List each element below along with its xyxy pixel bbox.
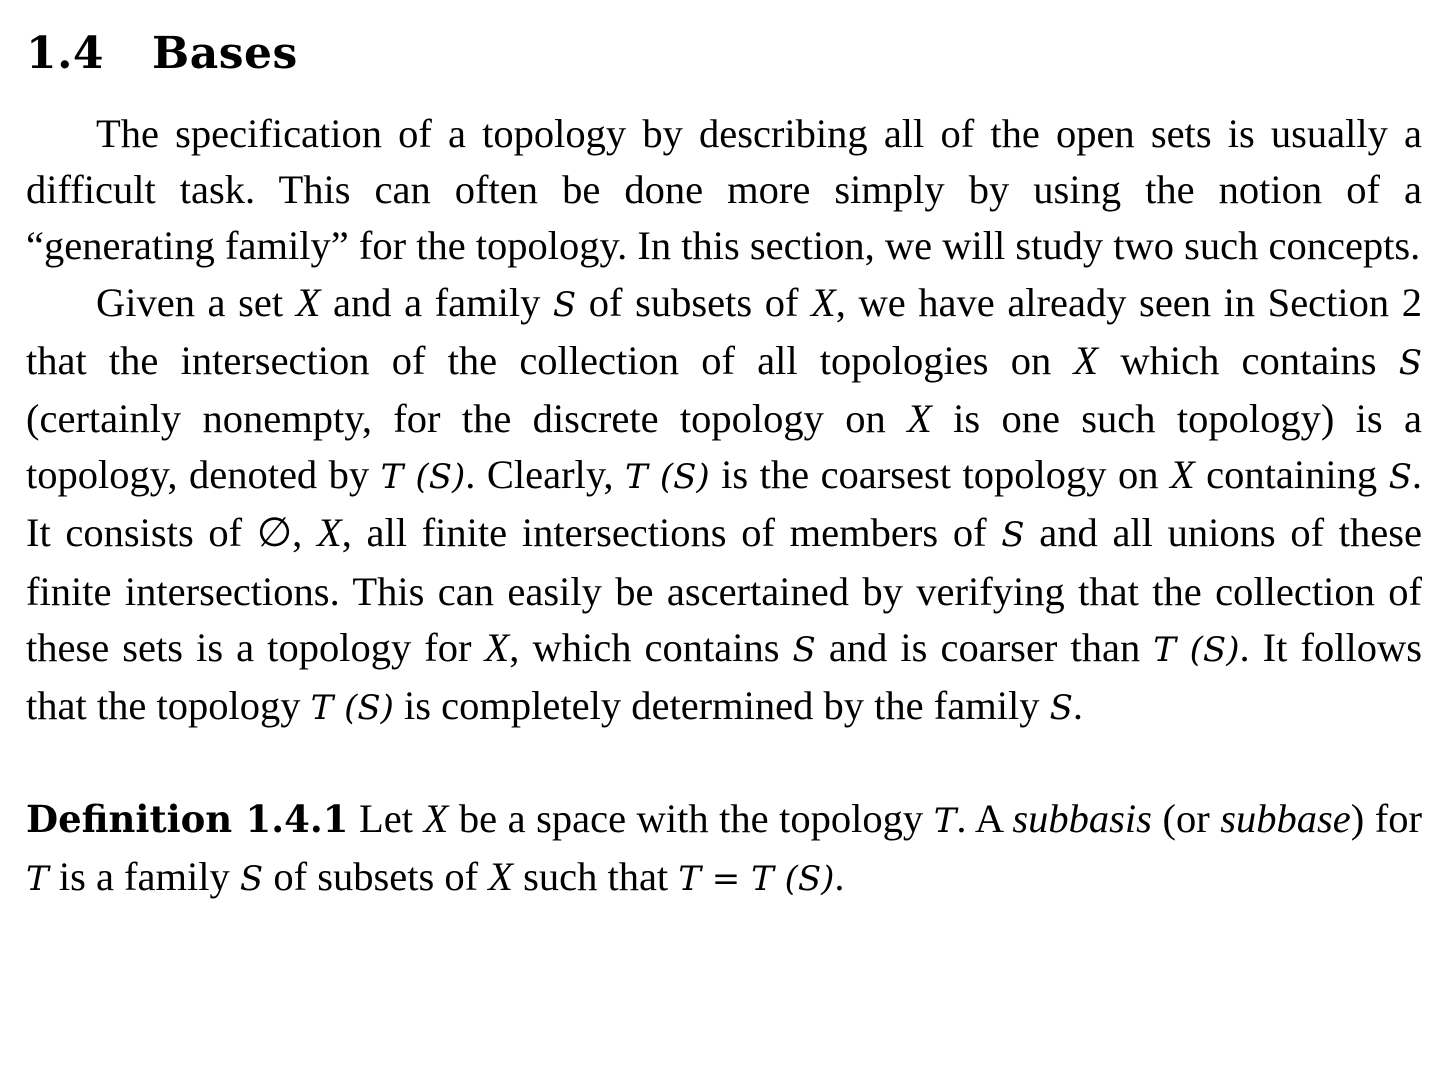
text-run: (or: [1151, 796, 1221, 842]
defined-term: subbasis: [1012, 796, 1152, 842]
text-run: .: [834, 854, 845, 900]
math-symbol: X: [811, 279, 836, 325]
math-symbol: X: [1169, 452, 1195, 498]
math-symbol: S: [552, 284, 577, 325]
defined-term: subbase: [1220, 796, 1351, 842]
text-run: and a family: [320, 279, 553, 325]
section-title: Bases: [152, 28, 298, 79]
math-expression: T (S): [310, 688, 394, 729]
math-symbol: T: [933, 801, 957, 842]
math-symbol: X: [484, 624, 510, 670]
text-run: . It follows that the topology: [26, 624, 1422, 729]
text-run: Given a set: [96, 279, 296, 325]
definition-1-4-1: [26, 791, 1422, 907]
math-symbol: X: [423, 796, 449, 842]
math-symbol: X: [316, 510, 342, 556]
text-run: is the coarsest topology on: [709, 452, 1170, 498]
math-symbol: S: [792, 629, 816, 670]
text-run: is one such topology) is a topology, denoted by: [26, 396, 1422, 498]
text-run: Let: [348, 796, 424, 842]
math-symbol: T: [26, 859, 49, 900]
text-run: . It consists of ∅,: [26, 452, 1423, 556]
math-expression: T (S): [625, 457, 710, 498]
math-symbol: X: [295, 279, 321, 325]
math-symbol: S: [1398, 342, 1422, 383]
text-run: , all finite intersections of members of: [341, 510, 1002, 556]
text-run: , which contains: [509, 624, 793, 670]
text-run: of subsets of: [263, 854, 489, 900]
text-run: of subsets of: [576, 279, 812, 325]
text-run: such that: [512, 854, 679, 900]
math-expression: T (S): [1153, 629, 1240, 670]
text-run: . A: [956, 796, 1013, 842]
math-symbol: S: [1049, 688, 1073, 729]
math-symbol: X: [488, 854, 513, 900]
text-run: ) for: [1350, 796, 1423, 842]
paragraph-intro: The specification of a topology by describing all of the open sets is usually a difficult task. This can often be done more simply by using the notion of a “generating family” for the topology. In this section, we will study two such concepts.: [26, 111, 1422, 269]
math-expression: T (S): [380, 457, 466, 498]
paragraph-generated-topology: [26, 275, 1422, 737]
text-run: and all unions of these finite intersections. This can easily be ascertained by verifying that the collection of these sets is a topology for: [26, 510, 1422, 670]
math-symbol: S: [239, 859, 264, 900]
section-number: 1.4: [26, 28, 105, 79]
text-run: be a space with the topology: [448, 796, 934, 842]
math-symbol: S: [1001, 515, 1025, 556]
text-run: .: [1072, 683, 1084, 729]
text-run: containing: [1194, 452, 1389, 498]
math-symbol: X: [1073, 337, 1099, 383]
text-run: is a family: [48, 854, 240, 900]
definition-label: Definition 1.4.1: [26, 797, 349, 842]
math-symbol: S: [1388, 457, 1412, 498]
text-run: . Clearly,: [465, 452, 626, 498]
math-equation: T = T (S): [678, 859, 835, 900]
section-heading: [26, 24, 1422, 84]
text-run: is completely determined by the family: [393, 683, 1050, 729]
text-run: (certainly nonempty, for the discrete topology on: [26, 396, 908, 442]
text-run: which contains: [1098, 337, 1399, 383]
math-symbol: X: [907, 396, 932, 442]
text-run: , we have already seen in Section 2 that the intersection of the collection of all topologies on: [26, 279, 1422, 383]
text-run: and is coarser than: [815, 624, 1154, 670]
page: [26, 24, 1422, 908]
